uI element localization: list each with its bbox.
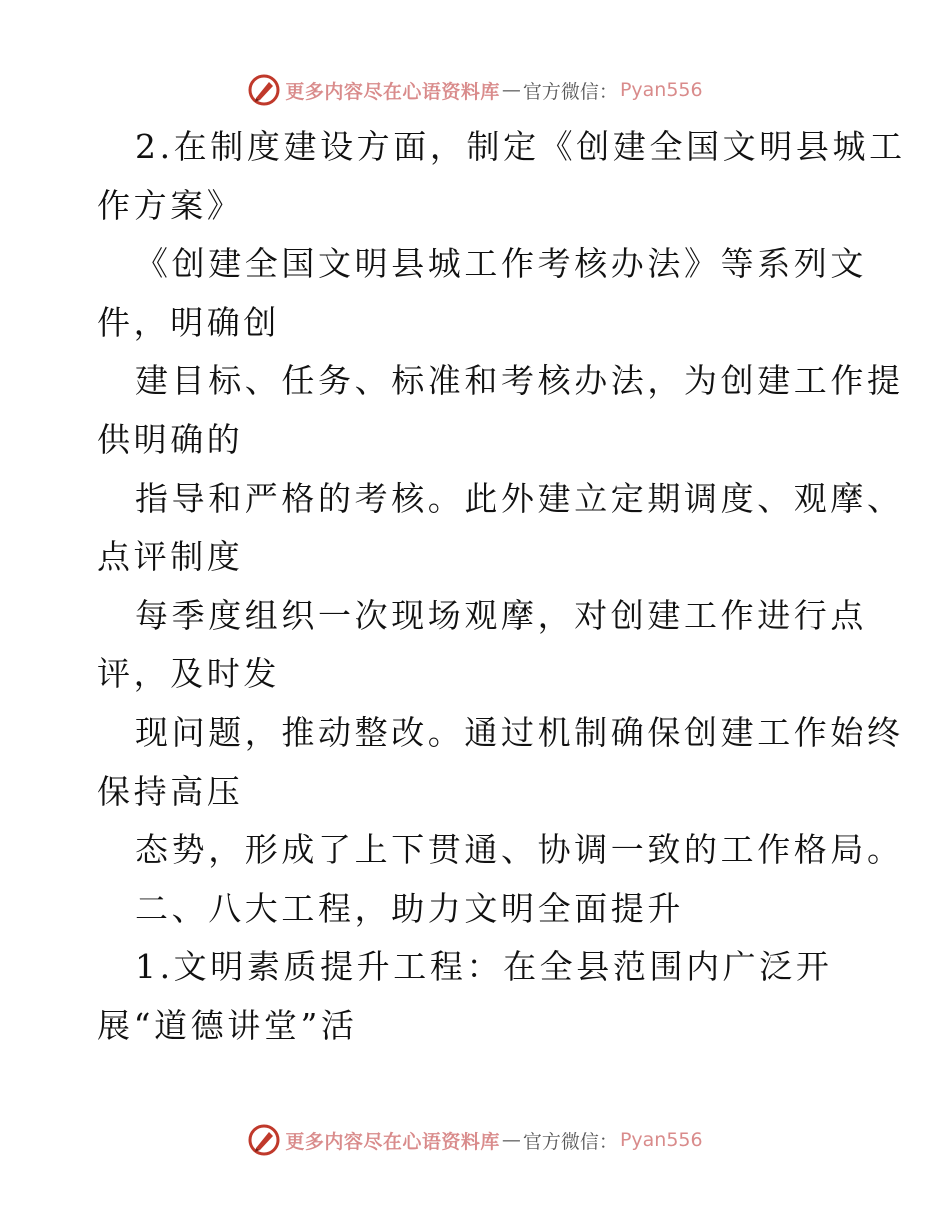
text-line: 2.在制度建设方面，制定《创建全国文明县城工 — [135, 127, 906, 166]
watermark-label: 官方微信： — [522, 80, 618, 103]
watermark-text: 更多内容尽在心语资料库 — [285, 1130, 500, 1153]
text-line: 保持高压 — [97, 771, 244, 811]
text-line: 件，明确创 — [97, 302, 280, 342]
footer-watermark — [0, 1120, 950, 1160]
text-line: 建目标、任务、标准和考核办法，为创建工作提 — [135, 361, 904, 401]
text-line: 每季度组织一次现场观摩，对创建工作进行点 — [135, 595, 867, 635]
pen-logo-icon — [247, 73, 281, 107]
text-line: 1.文明素质提升工程：在全县范围内广泛开 — [135, 947, 833, 987]
text-line: 《创建全国文明县城工作考核办法》等系列文 — [135, 244, 867, 284]
watermark-wechat-id: Pyan556 — [619, 1129, 703, 1151]
text-line: 作方案》 — [97, 185, 244, 225]
document-body — [97, 118, 906, 1056]
section-heading: 二、八大工程，助力文明全面提升 — [135, 888, 684, 928]
text-line: 评，及时发 — [97, 654, 280, 694]
text-line: 供明确的 — [97, 419, 244, 459]
watermark-label: 官方微信： — [522, 1130, 618, 1153]
watermark-text: 更多内容尽在心语资料库 — [285, 80, 500, 103]
text-line: 展“道德讲堂”活 — [97, 1005, 358, 1045]
text-line: 现问题，推动整改。通过机制确保创建工作始终 — [135, 712, 904, 752]
watermark-wechat-id: Pyan556 — [619, 79, 703, 101]
pen-logo-icon — [247, 1123, 281, 1157]
text-line: 指导和严格的考核。此外建立定期调度、观摩、 — [135, 478, 904, 518]
text-line: 态势，形成了上下贯通、协调一致的工作格局。 — [135, 830, 904, 870]
watermark-separator: — — [501, 79, 521, 101]
text-line: 点评制度 — [97, 537, 244, 577]
header-watermark — [0, 70, 950, 110]
watermark-separator: — — [501, 1129, 521, 1151]
